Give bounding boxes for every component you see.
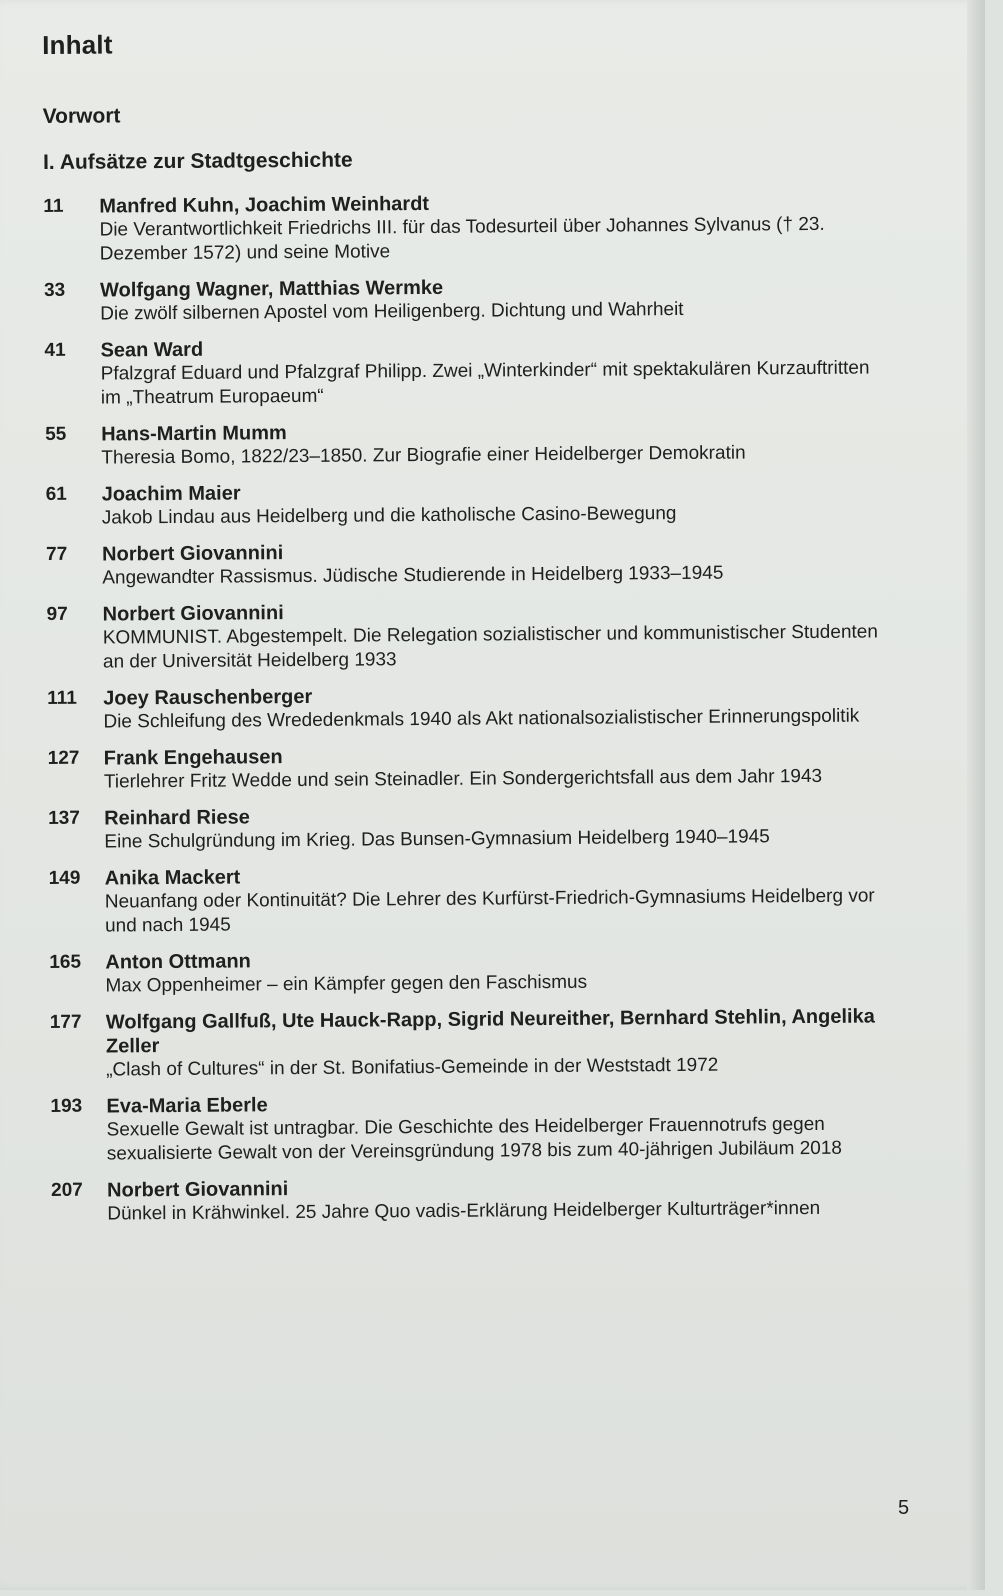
entry-authors: Anton Ottmann [105,950,251,974]
entry-title: Jakob Lindau aus Heidelberg und die katholische Casino-Bewegung [101,503,677,529]
entry-authors: Joachim Maier [101,482,241,506]
entry-body [102,596,897,674]
entry-authors: Norbert Giovannini [107,1178,289,1202]
entry-page-number: 55 [45,423,67,445]
toc-entry [44,332,895,411]
entry-body [101,416,895,470]
entry-body [104,800,898,854]
toc-entry [51,1172,901,1227]
entry-authors: Reinhard Riese [104,806,250,830]
entry-page-number: 33 [43,279,66,301]
entry-authors: Joey Rauschenberger [103,685,313,710]
section-heading: I. Aufsätze zur Stadtgeschichte [42,148,353,174]
entry-title: Tierlehrer Fritz Wedde und sein Steinadler. Ein Sondergerichtsfall aus dem Jahr 1943 [103,765,823,793]
entry-body [102,536,896,590]
entry-body [104,740,898,794]
entry-title: Dünkel in Krähwinkel. 25 Jahre Quo vadis-Erklärung Heidelberger Kulturträger*innen [107,1197,821,1225]
entry-authors: Wolfgang Wagner, Matthias Wermke [99,276,444,302]
toc-entry [44,272,894,327]
entry-title: Die Verantwortlichkeit Friedrichs III. für das Todesurteil über Johannes Sylvanus († 23. Dezember 1572) und seine Motive [99,213,825,265]
entry-title: „Clash of Cultures“ in der St. Bonifatius-Gemeinde in der Weststadt 1972 [106,1054,719,1081]
entry-authors: Sean Ward [100,338,204,362]
entry-page-number: 41 [44,339,66,361]
entry-title: Die Schleifung des Wrededenkmals 1940 als Akt nationalsozialistischer Erinnerungspolitik [103,705,860,733]
entry-body [107,1172,901,1226]
toc-entry [47,680,897,735]
entry-body [99,188,894,266]
entry-body [103,680,897,734]
entry-page-number: 149 [48,867,81,889]
toc-entry [50,1088,901,1167]
entry-authors: Wolfgang Gallfuß, Ute Hauck-Rapp, Sigrid Neureither, Bernhard Stehlin, Angelika Zeller [105,1005,875,1058]
entry-authors: Manfred Kuhn, Joachim Weinhardt [99,192,430,218]
entry-page-number: 193 [50,1095,83,1117]
entry-body [105,944,899,998]
entry-title: Pfalzgraf Eduard und Pfalzgraf Philipp. Zwei „Winterkinder“ mit spektakulären Kurzauftritten im „Theatrum Europaeum“ [100,357,870,409]
entry-title: Max Oppenheimer – ein Kämpfer gegen den Faschismus [105,971,588,997]
entry-body [106,1004,901,1082]
entry-title: KOMMUNIST. Abgestempelt. Die Relegation sozialistischer und kommunistischer Studenten an der Universität Heidelberg 1933 [102,621,878,673]
entry-authors: Norbert Giovannini [102,542,284,566]
entry-page-number: 177 [49,1011,82,1033]
entry-page-number: 207 [51,1179,83,1201]
entry-authors: Norbert Giovannini [102,602,284,626]
toc-entry [45,416,895,471]
page-edge [967,0,985,1590]
entry-body [106,1088,901,1166]
entry-title: Die zwölf silbernen Apostel vom Heiligenberg. Dichtung und Wahrheit [100,298,684,325]
entry-authors: Eva-Maria Eberle [106,1094,268,1118]
entry-page-number: 97 [46,603,68,625]
entry-body [100,332,895,410]
entry-body [100,272,894,326]
entry-page-number: 127 [47,747,80,769]
toc-content [42,23,901,1239]
toc-entry [49,860,900,939]
entry-title: Angewandter Rassismus. Jüdische Studierende in Heidelberg 1933–1945 [102,562,724,589]
entry-page-number: 11 [43,195,64,217]
toc-entry [46,536,896,591]
entry-page-number: 165 [49,951,82,973]
page-number: 5 [898,1497,910,1519]
entry-authors: Frank Engehausen [103,746,283,770]
toc-heading: Inhalt [42,29,113,60]
entry-title: Sexuelle Gewalt ist untragbar. Die Geschichte des Heidelberger Frauennotrufs gegen sexualisierte Gewalt von der Vereinsgründung 1978 bis zum 40-jährigen Jubiläum 2018 [106,1113,842,1165]
toc-entries [43,188,901,1227]
toc-entry [48,740,898,795]
toc-entry [49,944,899,999]
entry-authors: Anika Mackert [104,866,241,890]
foreword-heading: Vorwort [42,104,121,128]
entry-title: Neuanfang oder Kontinuität? Die Lehrer des Kurfürst-Friedrich-Gymnasiums Heidelberg vor und nach 1945 [104,885,875,937]
toc-entry [46,476,896,531]
toc-entry [48,800,898,855]
toc-entry [50,1004,901,1083]
entry-body [102,476,896,530]
entry-page-number: 111 [47,687,77,709]
entry-title: Eine Schulgründung im Krieg. Das Bunsen-Gymnasium Heidelberg 1940–1945 [104,826,770,853]
entry-page-number: 77 [46,543,68,565]
entry-authors: Hans-Martin Mumm [101,422,287,446]
toc-entry [47,596,898,675]
entry-title: Theresia Bomo, 1822/23–1850. Zur Biografie einer Heidelberger Demokratin [101,442,746,469]
entry-page-number: 61 [45,483,67,505]
toc-entry [43,188,894,267]
entry-page-number: 137 [48,807,80,829]
entry-body [105,860,900,938]
